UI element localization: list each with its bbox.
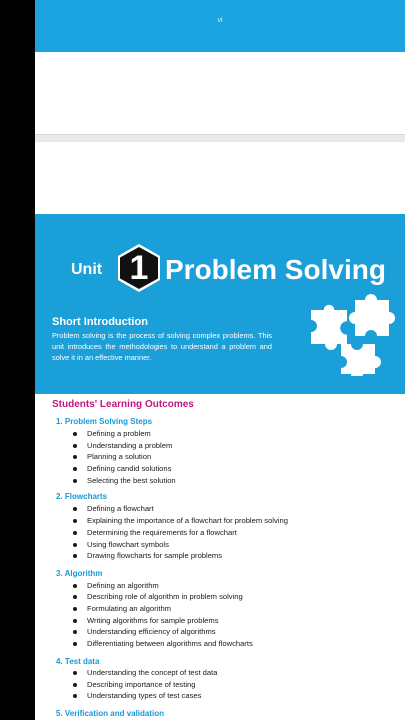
blank-area <box>35 52 405 134</box>
book-page[interactable] <box>35 0 405 720</box>
left-black-margin <box>0 0 35 720</box>
list-item: Describing role of algorithm in problem solving <box>87 592 243 601</box>
section-title: 2. Flowcharts <box>56 492 108 501</box>
section-title: 3. Algorithm <box>56 569 103 578</box>
section-title: 4. Test data <box>56 657 100 666</box>
list-item: Writing algorithms for sample problems <box>87 616 219 625</box>
list-item: Understanding the concept of test data <box>87 668 218 677</box>
blank-area-2 <box>35 142 405 214</box>
list-item: Explaining the importance of a flowchart for problem solving <box>87 516 288 525</box>
list-item: Understanding efficiency of algorithms <box>87 627 216 636</box>
intro-heading: Short Introduction <box>52 316 148 328</box>
list-item: Defining a flowchart <box>87 504 154 513</box>
section-title: 5. Verification and validation <box>56 709 165 718</box>
list-item: Defining an algorithm <box>87 581 159 590</box>
list-item: Determining the requirements for a flowchart <box>87 528 237 537</box>
list-item: Describing importance of testing <box>87 680 196 689</box>
page-number: vi <box>217 17 223 24</box>
list-item: Planning a solution <box>87 452 152 461</box>
list-item: Understanding a problem <box>87 441 173 450</box>
unit-title: Problem Solving <box>165 254 386 285</box>
unit-label: Unit <box>71 261 103 278</box>
list-item: Drawing flowcharts for sample problems <box>87 551 223 560</box>
list-item: Differentiating between algorithms and flowcharts <box>87 639 253 648</box>
top-header-band <box>35 0 405 52</box>
list-item: Selecting the best solution <box>87 476 176 485</box>
section-title: 1. Problem Solving Steps <box>56 417 153 426</box>
learning-outcomes <box>35 394 405 720</box>
list-item: Defining a problem <box>87 429 151 438</box>
list-item: Using flowchart symbols <box>87 540 169 549</box>
outcomes-heading: Students' Learning Outcomes <box>52 399 194 410</box>
list-item: Formulating an algorithm <box>87 604 171 613</box>
unit-number: 1 <box>129 249 149 287</box>
puzzle-pieces-icon <box>307 294 397 376</box>
list-item: Defining candid solutions <box>87 464 172 473</box>
intro-text: Problem solving is the process of solving complex problems. This unit introduces the methodologies to understand a problem and solve it in an effective manner. <box>52 331 272 362</box>
list-item: Understanding types of test cases <box>87 691 202 700</box>
unit-banner <box>35 214 405 394</box>
